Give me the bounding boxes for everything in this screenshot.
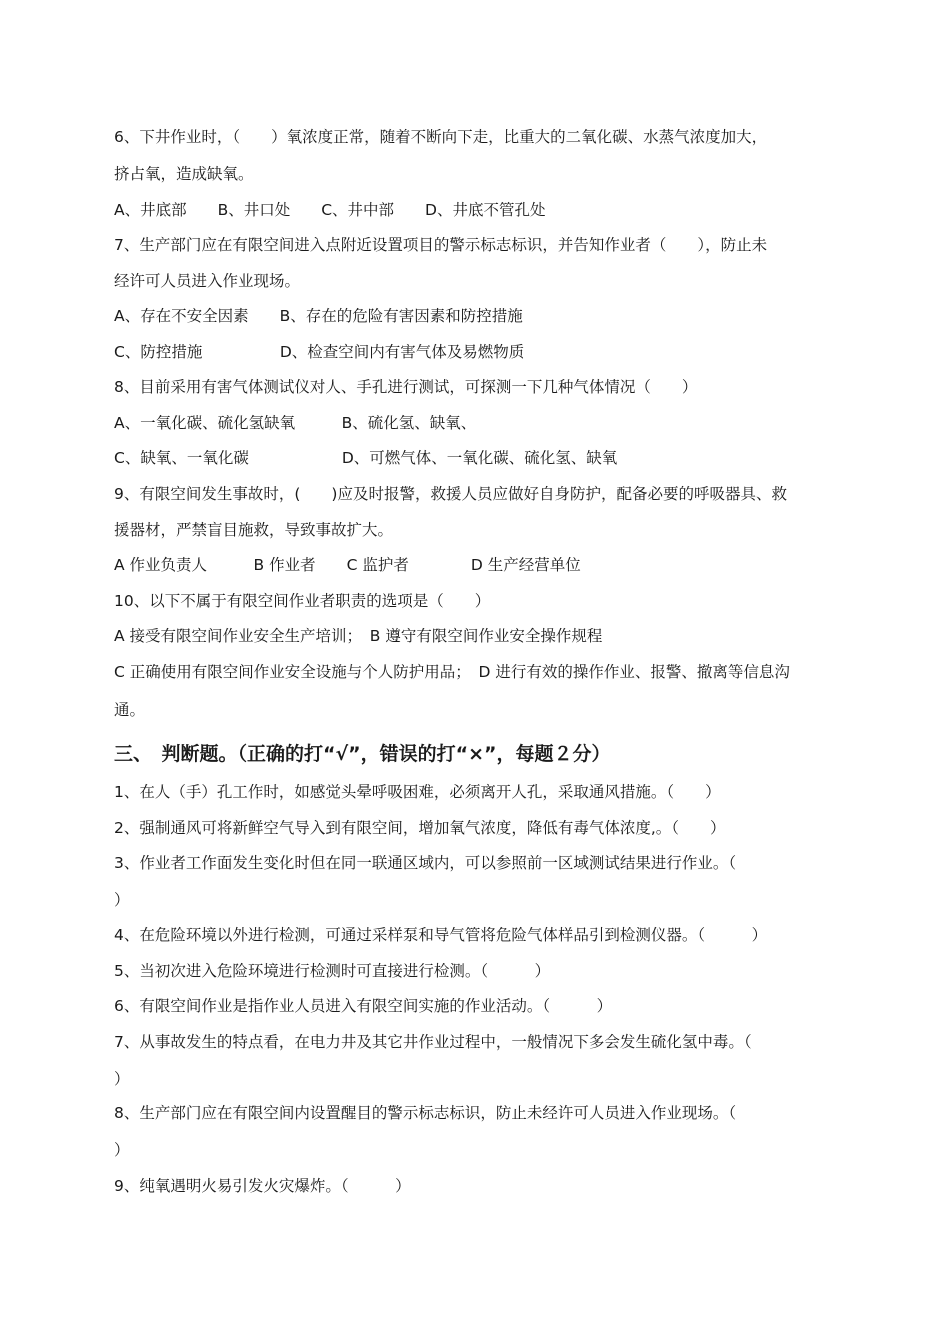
judge-7-line2: ）: [114, 1070, 130, 1088]
q8-options-line1: A、一氧化碳、硫化氢缺氧 B、硫化氢、缺氧、: [114, 414, 477, 432]
q7-options-line1: A、存在不安全因素 B、存在的危险有害因素和防控措施: [114, 307, 523, 325]
judge-9: 9、纯氧遇明火易引发火灾爆炸。（ ）: [114, 1177, 411, 1195]
judge-8-line1: 8、生产部门应在有限空间内设置醒目的警示标志标识，防止未经许可人员进入作业现场。（: [114, 1104, 737, 1122]
judge-3-line1: 3、作业者工作面发生变化时但在同一联通区域内，可以参照前一区域测试结果进行作业。（: [114, 854, 737, 872]
q6-options: A、井底部 B、井口处 C、井中部 D、井底不管孔处: [114, 201, 546, 219]
section3-heading: 三、 判断题。（正确的打“√”，错误的打“×”，每题２分）: [114, 743, 611, 765]
judge-3-line2: ）: [114, 891, 130, 909]
q7-stem-line1: 7、生产部门应在有限空间进入点附近设置项目的警示标志标识，并告知作业者（ ），防止未: [114, 236, 768, 254]
q7-options-line2: C、防控措施 D、检查空间内有害气体及易燃物质: [114, 343, 525, 361]
q10-options-line3: 通。: [114, 701, 146, 719]
judge-7-line1: 7、从事故发生的特点看，在电力井及其它井作业过程中，一般情况下多会发生硫化氢中毒。（: [114, 1033, 752, 1051]
q9-stem-line2: 援器材，严禁盲目施救，导致事故扩大。: [114, 521, 394, 539]
judge-1: 1、在人（手）孔工作时，如感觉头晕呼吸困难，必须离开人孔，采取通风措施。（ ）: [114, 783, 721, 801]
judge-4: 4、在危险环境以外进行检测，可通过采样泵和导气管将危险气体样品引到检测仪器。（ ）: [114, 926, 768, 944]
q7-stem-line2: 经许可人员进入作业现场。: [114, 272, 301, 290]
q9-stem-line1: 9、有限空间发生事故时，( )应及时报警，救援人员应做好自身防护，配备必要的呼吸器具、救: [114, 485, 787, 503]
q10-options-line1: A 接受有限空间作业安全生产培训； B 遵守有限空间作业安全操作规程: [114, 627, 603, 645]
q10-options-line2: C 正确使用有限空间作业安全设施与个人防护用品； D 进行有效的操作作业、报警、撤离等信息沟: [114, 663, 790, 681]
q9-options: A 作业负责人 B 作业者 C 监护者 D 生产经营单位: [114, 556, 581, 574]
q6-stem-line1: 6、下井作业时，（ ）氧浓度正常，随着不断向下走，比重大的二氧化碳、水蒸气浓度加大，: [114, 128, 768, 146]
judge-5: 5、当初次进入危险环境进行检测时可直接进行检测。（ ）: [114, 962, 551, 980]
q10-stem: 10、以下不属于有限空间作业者职责的选项是（ ）: [114, 592, 491, 610]
judge-2: 2、强制通风可将新鲜空气导入到有限空间，增加氧气浓度，降低有毒气体浓度,。（ ）: [114, 819, 726, 837]
q8-stem: 8、目前采用有害气体测试仪对人、手孔进行测试，可探测一下几种气体情况（ ）: [114, 378, 698, 396]
judge-6: 6、有限空间作业是指作业人员进入有限空间实施的作业活动。（ ）: [114, 997, 613, 1015]
q8-options-line2: C、缺氧、一氧化碳 D、可燃气体、一氧化碳、硫化氢、缺氧: [114, 449, 618, 467]
judge-8-line2: ）: [114, 1141, 130, 1159]
q6-stem-line2: 挤占氧，造成缺氧。: [114, 165, 254, 183]
